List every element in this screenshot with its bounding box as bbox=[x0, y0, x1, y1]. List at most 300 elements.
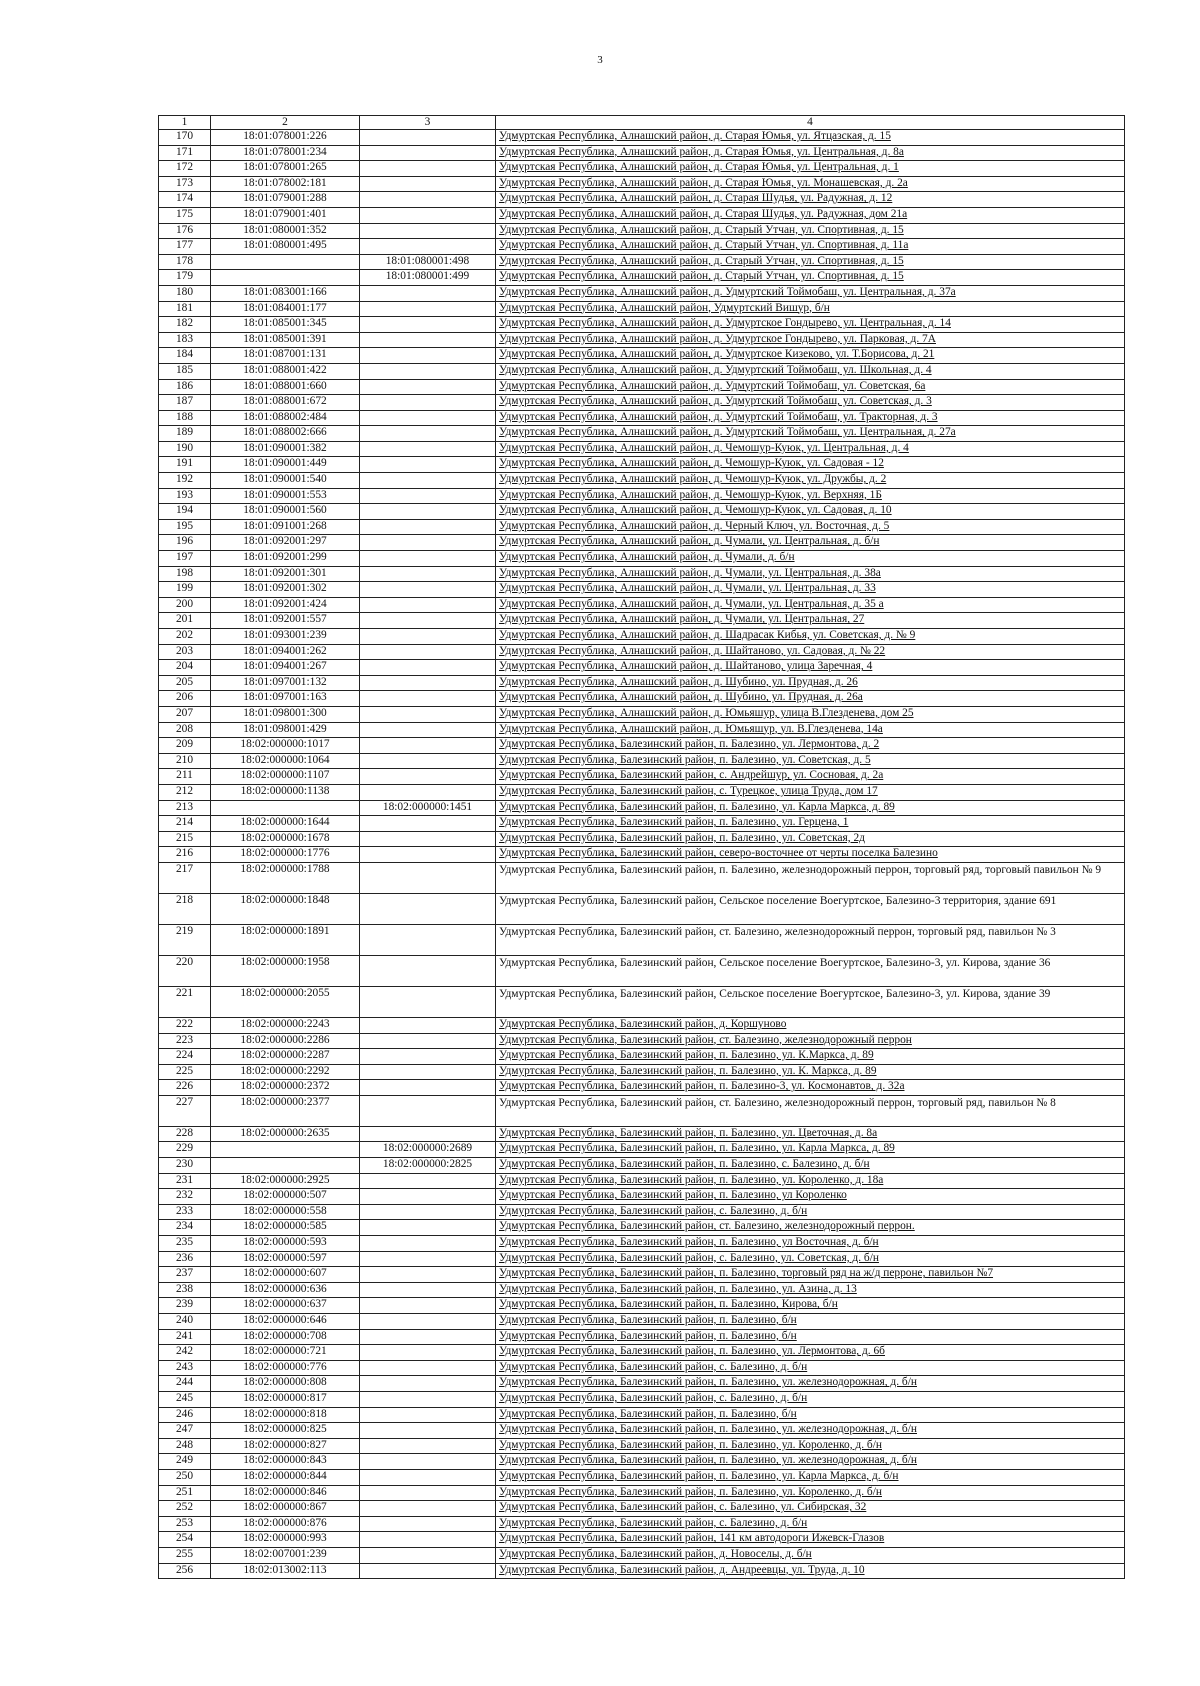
cadastral-number-cell: 18:01:097001:132 bbox=[211, 675, 360, 691]
address-cell: Удмуртская Республика, Алнашский район, д. Удмуртское Кизеково, ул. Т.Борисова, д. 21 bbox=[496, 348, 1125, 364]
cadastral-number-alt-cell bbox=[360, 130, 496, 146]
row-number-cell: 179 bbox=[159, 270, 211, 286]
cadastral-number-cell: 18:01:090001:553 bbox=[211, 488, 360, 504]
cadastral-number-cell: 18:02:000000:2377 bbox=[211, 1095, 360, 1126]
cadastral-number-cell: 18:01:094001:267 bbox=[211, 660, 360, 676]
cadastral-number-cell bbox=[211, 270, 360, 286]
cadastral-number-alt-cell bbox=[360, 192, 496, 208]
address-cell: Удмуртская Республика, Алнашский район, д. Старая Шудья, ул. Радужная, дом 21а bbox=[496, 207, 1125, 223]
cadastral-number-cell: 18:01:092001:557 bbox=[211, 613, 360, 629]
table-row bbox=[159, 363, 1125, 379]
cadastral-number-cell: 18:02:000000:637 bbox=[211, 1298, 360, 1314]
cadastral-number-cell bbox=[211, 1158, 360, 1174]
cadastral-number-alt-cell bbox=[360, 597, 496, 613]
row-number-cell: 204 bbox=[159, 660, 211, 676]
cadastral-number-alt-cell bbox=[360, 1220, 496, 1236]
table-row bbox=[159, 223, 1125, 239]
cadastral-number-alt-cell bbox=[360, 1454, 496, 1470]
cadastral-number-cell: 18:02:000000:867 bbox=[211, 1501, 360, 1517]
cadastral-number-alt-cell bbox=[360, 1314, 496, 1330]
row-number-cell: 239 bbox=[159, 1298, 211, 1314]
cadastral-number-cell: 18:01:088001:660 bbox=[211, 379, 360, 395]
table-row bbox=[159, 800, 1125, 816]
table-row bbox=[159, 239, 1125, 255]
cadastral-number-alt-cell bbox=[360, 161, 496, 177]
cadastral-number-cell: 18:01:085001:345 bbox=[211, 317, 360, 333]
address-cell: Удмуртская Республика, Балезинский район, ст. Балезино, железнодорожный перрон, торговый ряд, павильон № 8 bbox=[496, 1095, 1125, 1126]
row-number-cell: 180 bbox=[159, 285, 211, 301]
table-row bbox=[159, 1282, 1125, 1298]
address-cell: Удмуртская Республика, Алнашский район, д. Удмуртский Тоймобаш, ул. Советская, д. 3 bbox=[496, 395, 1125, 411]
cadastral-number-alt-cell bbox=[360, 613, 496, 629]
cadastral-number-cell: 18:02:000000:1017 bbox=[211, 738, 360, 754]
header-col-1: 1 bbox=[159, 116, 211, 130]
cadastral-number-cell: 18:01:085001:391 bbox=[211, 332, 360, 348]
row-number-cell: 196 bbox=[159, 535, 211, 551]
cadastral-number-alt-cell bbox=[360, 582, 496, 598]
page-number: 3 bbox=[597, 54, 603, 66]
cadastral-number-alt-cell bbox=[360, 504, 496, 520]
address-cell: Удмуртская Республика, Балезинский район, п. Балезино, ул. Карла Маркса, д. б/н bbox=[496, 1469, 1125, 1485]
row-number-cell: 183 bbox=[159, 332, 211, 348]
header-col-2: 2 bbox=[211, 116, 360, 130]
table-row bbox=[159, 551, 1125, 567]
address-cell: Удмуртская Республика, Алнашский район, д. Чумали, ул. Центральная, д. б/н bbox=[496, 535, 1125, 551]
cadastral-number-alt-cell bbox=[360, 239, 496, 255]
table-row bbox=[159, 1267, 1125, 1283]
table-row bbox=[159, 1080, 1125, 1096]
address-cell: Удмуртская Республика, Балезинский район, Сельское поселение Воегуртское, Балезино-3, ул. Кирова, здание 36 bbox=[496, 955, 1125, 986]
cadastral-number-cell: 18:02:000000:993 bbox=[211, 1532, 360, 1548]
cadastral-number-cell: 18:02:013002:113 bbox=[211, 1563, 360, 1579]
cadastral-number-cell: 18:02:000000:1891 bbox=[211, 924, 360, 955]
address-cell: Удмуртская Республика, Алнашский район, д. Чумали, д. б/н bbox=[496, 551, 1125, 567]
address-cell: Удмуртская Республика, Алнашский район, д. Старая Юмья, ул. Монашевская, д. 2а bbox=[496, 176, 1125, 192]
row-number-cell: 248 bbox=[159, 1438, 211, 1454]
address-cell: Удмуртская Республика, Алнашский район, д. Старая Юмья, ул. Центральная, д. 8а bbox=[496, 145, 1125, 161]
table-row bbox=[159, 145, 1125, 161]
address-cell: Удмуртская Республика, Алнашский район, д. Удмуртский Тоймобаш, ул. Тракторная, д. 3 bbox=[496, 410, 1125, 426]
table-row bbox=[159, 893, 1125, 924]
cadastral-number-alt-cell bbox=[360, 1345, 496, 1361]
cadastral-number-alt-cell bbox=[360, 1298, 496, 1314]
row-number-cell: 170 bbox=[159, 130, 211, 146]
cadastral-number-alt-cell bbox=[360, 1516, 496, 1532]
table-row bbox=[159, 816, 1125, 832]
table-row bbox=[159, 1423, 1125, 1439]
row-number-cell: 178 bbox=[159, 254, 211, 270]
cadastral-number-alt-cell bbox=[360, 1485, 496, 1501]
cadastral-number-alt-cell bbox=[360, 301, 496, 317]
table-row bbox=[159, 1516, 1125, 1532]
cadastral-number-alt-cell bbox=[360, 1033, 496, 1049]
table-row bbox=[159, 332, 1125, 348]
table-row bbox=[159, 1126, 1125, 1142]
table-row bbox=[159, 317, 1125, 333]
cadastral-number-cell: 18:02:000000:2925 bbox=[211, 1173, 360, 1189]
cadastral-number-alt-cell bbox=[360, 660, 496, 676]
address-cell: Удмуртская Республика, Балезинский район, с. Балезино, д. б/н bbox=[496, 1391, 1125, 1407]
header-row bbox=[159, 116, 1125, 130]
cadastral-number-alt-cell bbox=[360, 706, 496, 722]
row-number-cell: 173 bbox=[159, 176, 211, 192]
cadastral-number-cell: 18:02:000000:846 bbox=[211, 1485, 360, 1501]
address-cell: Удмуртская Республика, Балезинский район, с. Балезино, ул. Советская, д. б/н bbox=[496, 1251, 1125, 1267]
address-cell: Удмуртская Республика, Балезинский район, д. Новоселы, д. б/н bbox=[496, 1547, 1125, 1563]
cadastral-number-cell: 18:01:078001:234 bbox=[211, 145, 360, 161]
row-number-cell: 214 bbox=[159, 816, 211, 832]
address-cell: Удмуртская Республика, Алнашский район, д. Старая Юмья, ул. Центральная, д. 1 bbox=[496, 161, 1125, 177]
cadastral-number-alt-cell bbox=[360, 1236, 496, 1252]
row-number-cell: 175 bbox=[159, 207, 211, 223]
cadastral-number-alt-cell bbox=[360, 722, 496, 738]
address-cell: Удмуртская Республика, Балезинский район, п. Балезино, ул. железнодорожная, д. б/н bbox=[496, 1454, 1125, 1470]
cadastral-number-alt-cell bbox=[360, 753, 496, 769]
address-cell: Удмуртская Республика, Балезинский район, северо-восточнее от черты поселка Балезино bbox=[496, 847, 1125, 863]
row-number-cell: 238 bbox=[159, 1282, 211, 1298]
address-cell: Удмуртская Республика, Алнашский район, д. Старая Юмья, ул. Ятцазская, д. 15 bbox=[496, 130, 1125, 146]
cadastral-number-alt-cell bbox=[360, 441, 496, 457]
address-cell: Удмуртская Республика, Алнашский район, д. Шубино, ул. Прудная, д. 26 bbox=[496, 675, 1125, 691]
cadastral-number-alt-cell bbox=[360, 1017, 496, 1033]
table-row bbox=[159, 457, 1125, 473]
address-cell: Удмуртская Республика, Балезинский район, п. Балезино, ул. К. Маркса, д. 89 bbox=[496, 1064, 1125, 1080]
cadastral-number-alt-cell bbox=[360, 176, 496, 192]
table-row bbox=[159, 1095, 1125, 1126]
address-cell: Удмуртская Республика, Балезинский район, п. Балезино-3, ул. Космонавтов, д. 32а bbox=[496, 1080, 1125, 1096]
table-row bbox=[159, 1391, 1125, 1407]
cadastral-number-alt-cell bbox=[360, 644, 496, 660]
table-row bbox=[159, 207, 1125, 223]
address-cell: Удмуртская Республика, Балезинский район, д. Андреевцы, ул. Труда, д. 10 bbox=[496, 1563, 1125, 1579]
address-cell: Удмуртская Республика, Балезинский район, Сельское поселение Воегуртское, Балезино-3, ул. Кирова, здание 39 bbox=[496, 986, 1125, 1017]
cadastral-number-cell: 18:01:088001:672 bbox=[211, 395, 360, 411]
address-cell: Удмуртская Республика, Алнашский район, д. Старый Утчан, ул. Спортивная, д. 15 bbox=[496, 254, 1125, 270]
cadastral-number-cell: 18:02:000000:2243 bbox=[211, 1017, 360, 1033]
cadastral-number-alt-cell bbox=[360, 831, 496, 847]
row-number-cell: 190 bbox=[159, 441, 211, 457]
cadastral-number-cell: 18:02:000000:2055 bbox=[211, 986, 360, 1017]
cadastral-number-cell: 18:01:078001:226 bbox=[211, 130, 360, 146]
cadastral-number-alt-cell bbox=[360, 1532, 496, 1548]
cadastral-number-cell: 18:01:090001:540 bbox=[211, 473, 360, 489]
cadastral-number-cell: 18:02:000000:1064 bbox=[211, 753, 360, 769]
table-row bbox=[159, 1173, 1125, 1189]
address-cell: Удмуртская Республика, Балезинский район, п. Балезино, ул Короленко bbox=[496, 1189, 1125, 1205]
cadastral-number-alt-cell: 18:01:080001:499 bbox=[360, 270, 496, 286]
address-cell: Удмуртская Республика, Алнашский район, д. Старый Утчан, ул. Спортивная, д. 11а bbox=[496, 239, 1125, 255]
cadastral-number-cell: 18:02:000000:593 bbox=[211, 1236, 360, 1252]
row-number-cell: 182 bbox=[159, 317, 211, 333]
table-row bbox=[159, 176, 1125, 192]
cadastral-number-cell: 18:02:000000:607 bbox=[211, 1267, 360, 1283]
cadastral-number-alt-cell bbox=[360, 738, 496, 754]
row-number-cell: 223 bbox=[159, 1033, 211, 1049]
cadastral-number-cell: 18:01:088002:666 bbox=[211, 426, 360, 442]
row-number-cell: 198 bbox=[159, 566, 211, 582]
row-number-cell: 207 bbox=[159, 706, 211, 722]
cadastral-number-cell: 18:01:079001:288 bbox=[211, 192, 360, 208]
cadastral-number-cell: 18:02:000000:558 bbox=[211, 1204, 360, 1220]
address-cell: Удмуртская Республика, Балезинский район, п. Балезино, ул. Лермонтова, д. 6б bbox=[496, 1345, 1125, 1361]
table-row bbox=[159, 660, 1125, 676]
cadastral-number-cell: 18:02:000000:721 bbox=[211, 1345, 360, 1361]
address-cell: Удмуртская Республика, Алнашский район, д. Чемошур-Куюк, ул. Центральная, д. 4 bbox=[496, 441, 1125, 457]
cadastral-number-alt-cell bbox=[360, 816, 496, 832]
row-number-cell: 197 bbox=[159, 551, 211, 567]
row-number-cell: 185 bbox=[159, 363, 211, 379]
row-number-cell: 177 bbox=[159, 239, 211, 255]
table-row bbox=[159, 831, 1125, 847]
cadastral-number-cell: 18:01:080001:495 bbox=[211, 239, 360, 255]
table-row bbox=[159, 847, 1125, 863]
row-number-cell: 220 bbox=[159, 955, 211, 986]
cadastral-number-cell: 18:01:084001:177 bbox=[211, 301, 360, 317]
cadastral-number-alt-cell: 18:01:080001:498 bbox=[360, 254, 496, 270]
table-row bbox=[159, 1033, 1125, 1049]
cadastral-number-alt-cell bbox=[360, 1267, 496, 1283]
cadastral-number-alt-cell bbox=[360, 285, 496, 301]
row-number-cell: 232 bbox=[159, 1189, 211, 1205]
table-row bbox=[159, 441, 1125, 457]
table-row bbox=[159, 519, 1125, 535]
address-cell: Удмуртская Республика, Балезинский район, с. Балезино, д. б/н bbox=[496, 1204, 1125, 1220]
cadastral-number-alt-cell bbox=[360, 629, 496, 645]
address-cell: Удмуртская Республика, Балезинский район, п. Балезино, ул. Советская, д. 5 bbox=[496, 753, 1125, 769]
table-row bbox=[159, 504, 1125, 520]
row-number-cell: 174 bbox=[159, 192, 211, 208]
table-row bbox=[159, 582, 1125, 598]
cadastral-number-cell: 18:02:000000:708 bbox=[211, 1329, 360, 1345]
address-cell: Удмуртская Республика, Балезинский район, п. Балезино, ул Восточная, д. б/н bbox=[496, 1236, 1125, 1252]
cadastral-number-cell: 18:02:000000:1958 bbox=[211, 955, 360, 986]
address-cell: Удмуртская Республика, Алнашский район, д. Чемошур-Куюк, ул. Верхняя, 1Б bbox=[496, 488, 1125, 504]
address-cell: Удмуртская Республика, Алнашский район, д. Шубино, ул. Прудная, д. 26а bbox=[496, 691, 1125, 707]
row-number-cell: 181 bbox=[159, 301, 211, 317]
cadastral-number-alt-cell bbox=[360, 1376, 496, 1392]
row-number-cell: 210 bbox=[159, 753, 211, 769]
address-cell: Удмуртская Республика, Алнашский район, д. Старый Утчан, ул. Спортивная, д. 15 bbox=[496, 270, 1125, 286]
cadastral-number-alt-cell bbox=[360, 1251, 496, 1267]
cadastral-number-alt-cell bbox=[360, 317, 496, 333]
cadastral-number-cell: 18:02:000000:1138 bbox=[211, 784, 360, 800]
row-number-cell: 216 bbox=[159, 847, 211, 863]
table-row bbox=[159, 488, 1125, 504]
cadastral-number-cell: 18:02:000000:2287 bbox=[211, 1049, 360, 1065]
address-cell: Удмуртская Республика, Алнашский район, д. Юмьяшур, ул. В.Глезденева, 14а bbox=[496, 722, 1125, 738]
cadastral-number-alt-cell bbox=[360, 348, 496, 364]
cadastral-number-cell: 18:01:080001:352 bbox=[211, 223, 360, 239]
row-number-cell: 186 bbox=[159, 379, 211, 395]
cadastral-number-alt-cell bbox=[360, 769, 496, 785]
row-number-cell: 254 bbox=[159, 1532, 211, 1548]
cadastral-number-alt-cell: 18:02:000000:2689 bbox=[360, 1142, 496, 1158]
cadastral-number-cell: 18:01:097001:163 bbox=[211, 691, 360, 707]
cadastral-number-cell: 18:02:000000:844 bbox=[211, 1469, 360, 1485]
cadastral-number-alt-cell bbox=[360, 924, 496, 955]
cadastral-number-alt-cell bbox=[360, 535, 496, 551]
table-row bbox=[159, 1064, 1125, 1080]
address-cell: Удмуртская Республика, Балезинский район, ст. Балезино, железнодорожный перрон bbox=[496, 1033, 1125, 1049]
address-cell: Удмуртская Республика, Балезинский район, п. Балезино, ул. Карла Маркса, д. 89 bbox=[496, 800, 1125, 816]
table-row bbox=[159, 986, 1125, 1017]
cadastral-number-cell: 18:01:092001:297 bbox=[211, 535, 360, 551]
table-body bbox=[159, 130, 1125, 1579]
cadastral-number-cell: 18:01:088001:422 bbox=[211, 363, 360, 379]
address-cell: Удмуртская Республика, Алнашский район, д. Старая Шудья, ул. Радужная, д. 12 bbox=[496, 192, 1125, 208]
address-cell: Удмуртская Республика, Алнашский район, д. Удмуртский Тоймобаш, ул. Школьная, д. 4 bbox=[496, 363, 1125, 379]
cadastral-number-cell: 18:01:083001:166 bbox=[211, 285, 360, 301]
address-cell: Удмуртская Республика, Алнашский район, д. Черный Ключ, ул. Восточная, д. 5 bbox=[496, 519, 1125, 535]
cadastral-number-alt-cell bbox=[360, 1469, 496, 1485]
address-cell: Удмуртская Республика, Балезинский район, ст. Балезино, железнодорожный перрон. bbox=[496, 1220, 1125, 1236]
cadastral-number-cell: 18:02:000000:1678 bbox=[211, 831, 360, 847]
table-row bbox=[159, 301, 1125, 317]
table-row bbox=[159, 706, 1125, 722]
cadastral-number-alt-cell bbox=[360, 363, 496, 379]
address-cell: Удмуртская Республика, Алнашский район, д. Чемошур-Куюк, ул. Дружбы, д. 2 bbox=[496, 473, 1125, 489]
table-row bbox=[159, 270, 1125, 286]
address-cell: Удмуртская Республика, Алнашский район, д. Удмуртский Тоймобаш, ул. Центральная, д. 37а bbox=[496, 285, 1125, 301]
row-number-cell: 192 bbox=[159, 473, 211, 489]
cadastral-number-cell: 18:02:000000:2292 bbox=[211, 1064, 360, 1080]
table-row bbox=[159, 629, 1125, 645]
table-row bbox=[159, 1360, 1125, 1376]
cadastral-number-alt-cell bbox=[360, 488, 496, 504]
address-cell: Удмуртская Республика, Алнашский район, д. Шайтаново, улица Заречная, 4 bbox=[496, 660, 1125, 676]
address-cell: Удмуртская Республика, Алнашский район, д. Чумали, ул. Центральная, 27 bbox=[496, 613, 1125, 629]
table-row bbox=[159, 1251, 1125, 1267]
row-number-cell: 231 bbox=[159, 1173, 211, 1189]
cadastral-number-alt-cell bbox=[360, 1204, 496, 1220]
cadastral-number-alt-cell bbox=[360, 862, 496, 893]
cadastral-number-alt-cell bbox=[360, 1329, 496, 1345]
row-number-cell: 247 bbox=[159, 1423, 211, 1439]
row-number-cell: 188 bbox=[159, 410, 211, 426]
row-number-cell: 230 bbox=[159, 1158, 211, 1174]
row-number-cell: 242 bbox=[159, 1345, 211, 1361]
cadastral-number-cell: 18:02:000000:843 bbox=[211, 1454, 360, 1470]
address-cell: Удмуртская Республика, Балезинский район, с. Балезино, ул. Сибирская, 32 bbox=[496, 1501, 1125, 1517]
cadastral-number-cell: 18:02:000000:1776 bbox=[211, 847, 360, 863]
table-row bbox=[159, 1485, 1125, 1501]
cadastral-number-alt-cell bbox=[360, 1095, 496, 1126]
row-number-cell: 224 bbox=[159, 1049, 211, 1065]
address-cell: Удмуртская Республика, Балезинский район, ст. Балезино, железнодорожный перрон, торговый ряд, павильон № 3 bbox=[496, 924, 1125, 955]
cadastral-number-cell: 18:02:000000:1107 bbox=[211, 769, 360, 785]
row-number-cell: 187 bbox=[159, 395, 211, 411]
cadastral-number-cell bbox=[211, 800, 360, 816]
cadastral-number-cell: 18:01:079001:401 bbox=[211, 207, 360, 223]
address-cell: Удмуртская Республика, Балезинский район, Сельское поселение Воегуртское, Балезино-3 территория, здание 691 bbox=[496, 893, 1125, 924]
cadastral-number-cell: 18:02:000000:808 bbox=[211, 1376, 360, 1392]
row-number-cell: 219 bbox=[159, 924, 211, 955]
cadastral-number-cell: 18:01:098001:429 bbox=[211, 722, 360, 738]
address-cell: Удмуртская Республика, Балезинский район, п. Балезино, Кирова, б/н bbox=[496, 1298, 1125, 1314]
cadastral-number-cell bbox=[211, 1142, 360, 1158]
table-row bbox=[159, 1220, 1125, 1236]
row-number-cell: 250 bbox=[159, 1469, 211, 1485]
cadastral-number-alt-cell bbox=[360, 395, 496, 411]
row-number-cell: 246 bbox=[159, 1407, 211, 1423]
table-row bbox=[159, 1532, 1125, 1548]
table-row bbox=[159, 738, 1125, 754]
cadastral-number-cell: 18:01:087001:131 bbox=[211, 348, 360, 364]
address-cell: Удмуртская Республика, Алнашский район, д. Удмуртское Гондырево, ул. Парковая, д. 7А bbox=[496, 332, 1125, 348]
cadastral-number-cell: 18:02:000000:827 bbox=[211, 1438, 360, 1454]
address-cell: Удмуртская Республика, Балезинский район, п. Балезино, с. Балезино, д. б/н bbox=[496, 1158, 1125, 1174]
address-cell: Удмуртская Республика, Алнашский район, д. Юмьяшур, улица В.Глезденева, дом 25 bbox=[496, 706, 1125, 722]
table-row bbox=[159, 1438, 1125, 1454]
cadastral-number-alt-cell bbox=[360, 1407, 496, 1423]
table-row bbox=[159, 644, 1125, 660]
cadastral-number-alt-cell bbox=[360, 223, 496, 239]
table-row bbox=[159, 1407, 1125, 1423]
address-cell: Удмуртская Республика, Алнашский район, д. Шайтаново, ул. Садовая, д. № 22 bbox=[496, 644, 1125, 660]
cadastral-number-alt-cell bbox=[360, 207, 496, 223]
cadastral-number-cell: 18:02:000000:2372 bbox=[211, 1080, 360, 1096]
table-row bbox=[159, 675, 1125, 691]
row-number-cell: 205 bbox=[159, 675, 211, 691]
cadastral-number-cell: 18:02:000000:818 bbox=[211, 1407, 360, 1423]
row-number-cell: 201 bbox=[159, 613, 211, 629]
row-number-cell: 221 bbox=[159, 986, 211, 1017]
cadastral-number-cell: 18:01:093001:239 bbox=[211, 629, 360, 645]
table-row bbox=[159, 1454, 1125, 1470]
cadastral-number-cell: 18:02:000000:636 bbox=[211, 1282, 360, 1298]
table-row bbox=[159, 566, 1125, 582]
row-number-cell: 236 bbox=[159, 1251, 211, 1267]
address-cell: Удмуртская Республика, Алнашский район, д. Старый Утчан, ул. Спортивная, д. 15 bbox=[496, 223, 1125, 239]
table-row bbox=[159, 473, 1125, 489]
row-number-cell: 227 bbox=[159, 1095, 211, 1126]
row-number-cell: 229 bbox=[159, 1142, 211, 1158]
cadastral-number-cell: 18:02:007001:239 bbox=[211, 1547, 360, 1563]
row-number-cell: 228 bbox=[159, 1126, 211, 1142]
cadastral-number-cell: 18:01:092001:301 bbox=[211, 566, 360, 582]
cadastral-number-alt-cell bbox=[360, 1189, 496, 1205]
table-row bbox=[159, 1189, 1125, 1205]
cadastral-number-cell: 18:02:000000:597 bbox=[211, 1251, 360, 1267]
table-row bbox=[159, 1314, 1125, 1330]
table-row bbox=[159, 722, 1125, 738]
row-number-cell: 243 bbox=[159, 1360, 211, 1376]
cadastral-number-cell: 18:01:094001:262 bbox=[211, 644, 360, 660]
cadastral-number-cell: 18:02:000000:2635 bbox=[211, 1126, 360, 1142]
cadastral-number-alt-cell bbox=[360, 1501, 496, 1517]
row-number-cell: 215 bbox=[159, 831, 211, 847]
row-number-cell: 241 bbox=[159, 1329, 211, 1345]
cadastral-number-alt-cell bbox=[360, 332, 496, 348]
address-cell: Удмуртская Республика, Алнашский район, д. Удмуртский Тоймобаш, ул. Советская, 6а bbox=[496, 379, 1125, 395]
row-number-cell: 206 bbox=[159, 691, 211, 707]
address-cell: Удмуртская Республика, Балезинский район, п. Балезино, ул. Советская, 2д bbox=[496, 831, 1125, 847]
cadastral-number-cell: 18:01:092001:302 bbox=[211, 582, 360, 598]
table-row bbox=[159, 1329, 1125, 1345]
cadastral-number-alt-cell bbox=[360, 1547, 496, 1563]
address-cell: Удмуртская Республика, Балезинский район, п. Балезино, торговый ряд на ж/д перроне, павильон №7 bbox=[496, 1267, 1125, 1283]
table-row bbox=[159, 348, 1125, 364]
cadastral-number-alt-cell bbox=[360, 1282, 496, 1298]
address-cell: Удмуртская Республика, Балезинский район, п. Балезино, б/н bbox=[496, 1329, 1125, 1345]
address-cell: Удмуртская Республика, Балезинский район, п. Балезино, ул. Лермонтова, д. 2 bbox=[496, 738, 1125, 754]
table-row bbox=[159, 1376, 1125, 1392]
header-col-4: 4 bbox=[496, 116, 1125, 130]
row-number-cell: 202 bbox=[159, 629, 211, 645]
address-cell: Удмуртская Республика, Балезинский район, с. Балезино, д. б/н bbox=[496, 1516, 1125, 1532]
table-row bbox=[159, 1298, 1125, 1314]
cadastral-number-cell: 18:02:000000:776 bbox=[211, 1360, 360, 1376]
